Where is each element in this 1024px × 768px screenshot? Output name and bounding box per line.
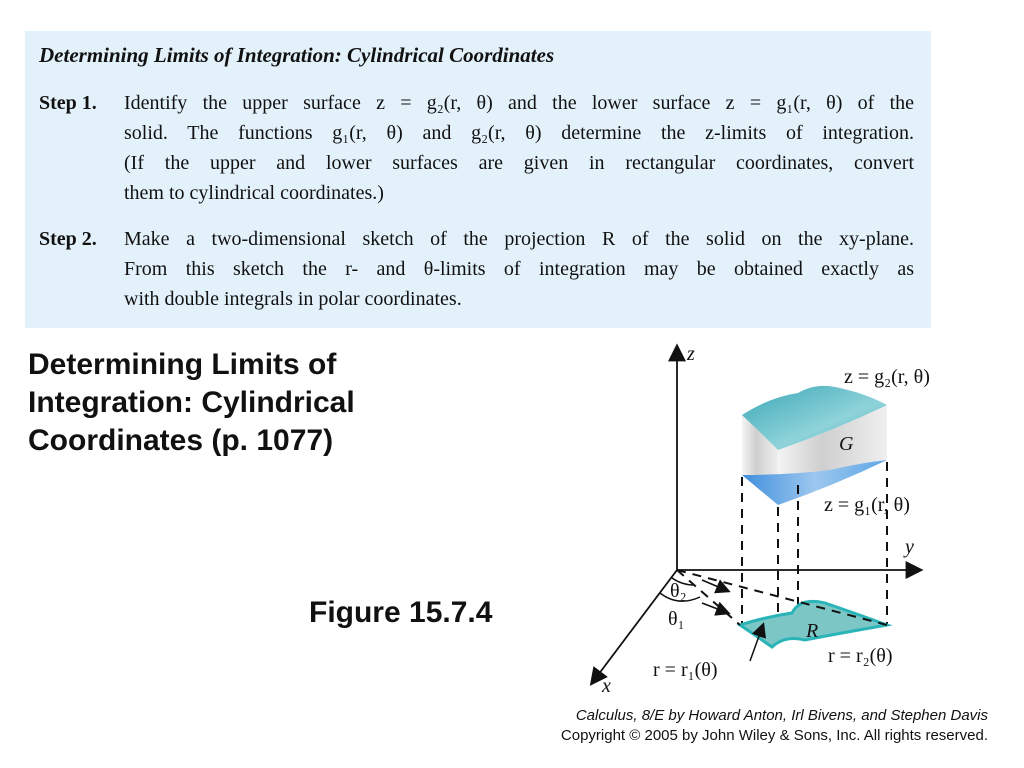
step-2-label: Step 2. bbox=[39, 228, 97, 250]
credit-line-1: Calculus, 8/E by Howard Anton, Irl Bivens, and Stephen Davis bbox=[575, 707, 988, 724]
slide-title-line: Integration: Cylindrical bbox=[28, 386, 355, 419]
step-1-line: (If the upper and lower surfaces are given in rectangular coordinates, convert bbox=[124, 152, 914, 174]
z-axis-label: z bbox=[687, 343, 695, 365]
r-outer-label: r = r₂(θ) bbox=[828, 645, 893, 667]
step-2-line: From this sketch the r- and θ-limits of integration may be obtained exactly as bbox=[124, 258, 914, 280]
figure-label: Figure 15.7.4 bbox=[309, 596, 493, 629]
step-1-body bbox=[124, 88, 914, 208]
step-1-line: solid. The functions g₁(r, θ) and g₂(r, θ) determine the z-limits of integration. bbox=[124, 122, 914, 144]
upper-surface-label: z = g₂(r, θ) bbox=[844, 366, 930, 388]
step-2-body bbox=[124, 224, 914, 314]
definition-box bbox=[25, 31, 931, 328]
slide-title-line: Determining Limits of bbox=[28, 348, 337, 381]
step-2-line: with double integrals in polar coordinates. bbox=[124, 288, 462, 310]
r-inner-label: r = r₁(θ) bbox=[653, 659, 718, 681]
slide-title-line: Coordinates (p. 1077) bbox=[28, 424, 334, 457]
theta1-label: θ₁ bbox=[668, 608, 685, 630]
step-2-line: Make a two-dimensional sketch of the projection R of the solid on the xy-plane. bbox=[124, 228, 914, 250]
figure-diagram bbox=[560, 335, 1000, 705]
box-title: Determining Limits of Integration: Cylindrical Coordinates bbox=[39, 43, 555, 67]
step-1-line: them to cylindrical coordinates.) bbox=[124, 182, 384, 204]
x-axis-label: x bbox=[602, 675, 611, 697]
step-1-label: Step 1. bbox=[39, 92, 97, 114]
copyright-credit bbox=[561, 706, 988, 746]
region-r-label: R bbox=[806, 620, 819, 642]
step-1-line: Identify the upper surface z = g₂(r, θ) and the lower surface z = g₁(r, θ) of the bbox=[124, 92, 914, 114]
credit-line-2: Copyright © 2005 by John Wiley & Sons, Inc. All rights reserved. bbox=[560, 727, 988, 744]
solid-g-label: G bbox=[839, 433, 854, 455]
lower-surface-label: z = g₁(r, θ) bbox=[824, 494, 910, 516]
theta2-label: θ₂ bbox=[670, 580, 687, 602]
y-axis-label: y bbox=[905, 536, 914, 558]
slide-title bbox=[28, 346, 428, 460]
